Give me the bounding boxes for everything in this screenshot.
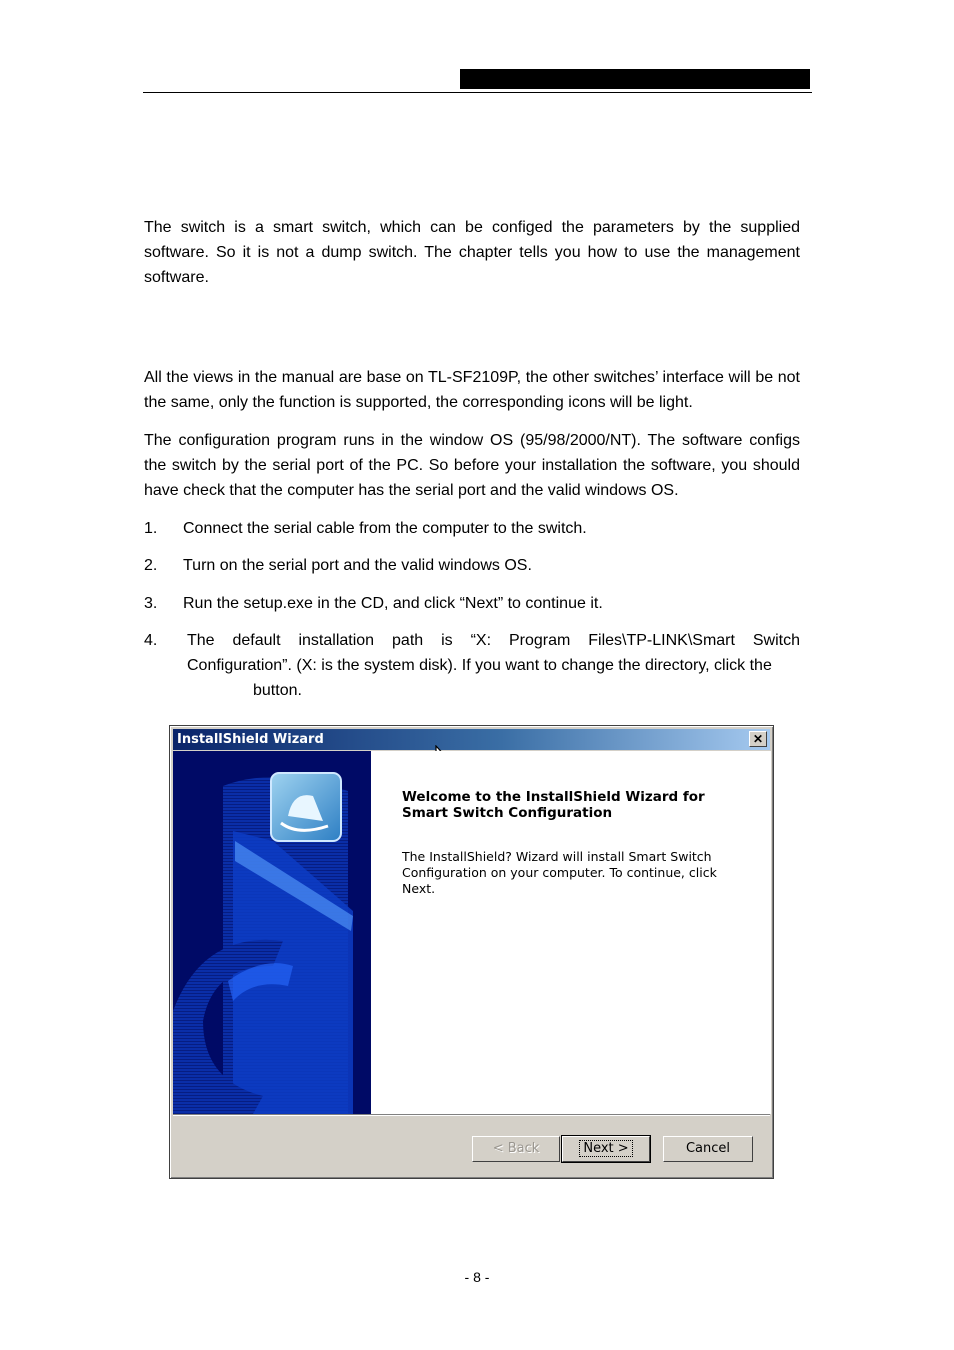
list-text: Run the setup.exe in the CD, and click “Next” to continue it. <box>183 595 603 612</box>
dialog-title: InstallShield Wizard <box>177 732 324 747</box>
list-number: 4. <box>144 632 158 649</box>
list-number: 3. <box>144 595 158 612</box>
next-button-label: Next > <box>579 1140 632 1157</box>
close-button[interactable]: ✕ <box>749 731 767 747</box>
header-bar <box>460 69 810 89</box>
next-button[interactable] <box>562 1136 650 1162</box>
installshield-dialog <box>169 725 774 1179</box>
page-number: - 8 - <box>464 1269 490 1285</box>
intro-paragraph: The switch is a smart switch, which can be configed the parameters by the supplied software. So it is not a dump switch. The chapter tells you how to use the management software. <box>144 219 800 286</box>
list-number: 1. <box>144 520 158 537</box>
wizard-content <box>371 751 771 1114</box>
list-text: Connect the serial cable from the computer to the switch. <box>183 520 587 537</box>
welcome-heading: Welcome to the InstallShield Wizard for Smart Switch Configuration <box>402 789 705 821</box>
list-text-main: The default installation path is “X: Program Files\TP-LINK\Smart Switch Configuration”. (X: is the system disk). If you want to change the directory, click the <box>187 632 800 674</box>
list-number: 2. <box>144 557 158 574</box>
list-item <box>144 628 800 708</box>
welcome-message: The InstallShield? Wizard will install Smart Switch Configuration on your computer. To continue, click Next. <box>402 849 717 896</box>
install-paragraph-2: The configuration program runs in the window OS (95/98/2000/NT). The software configs the switch by the serial port of the PC. So before your installation the software, you should have check that the computer has the serial port and the valid windows OS. <box>144 432 800 499</box>
header-rule <box>143 92 812 93</box>
dialog-titlebar[interactable] <box>173 729 770 750</box>
list-text: Turn on the serial port and the valid windows OS. <box>183 557 532 574</box>
button-separator <box>173 1114 770 1116</box>
cancel-button[interactable]: Cancel <box>663 1136 753 1162</box>
list-text <box>187 628 800 703</box>
list-text-tail: button. <box>253 682 302 699</box>
install-paragraph-1: All the views in the manual are base on TL-SF2109P, the other switches’ interface will be not the same, only the function is supported, the corresponding icons will be light. <box>144 369 800 411</box>
installshield-logo-icon <box>173 751 371 1114</box>
back-button[interactable]: < Back <box>472 1136 560 1162</box>
wizard-side-graphic <box>173 751 371 1114</box>
